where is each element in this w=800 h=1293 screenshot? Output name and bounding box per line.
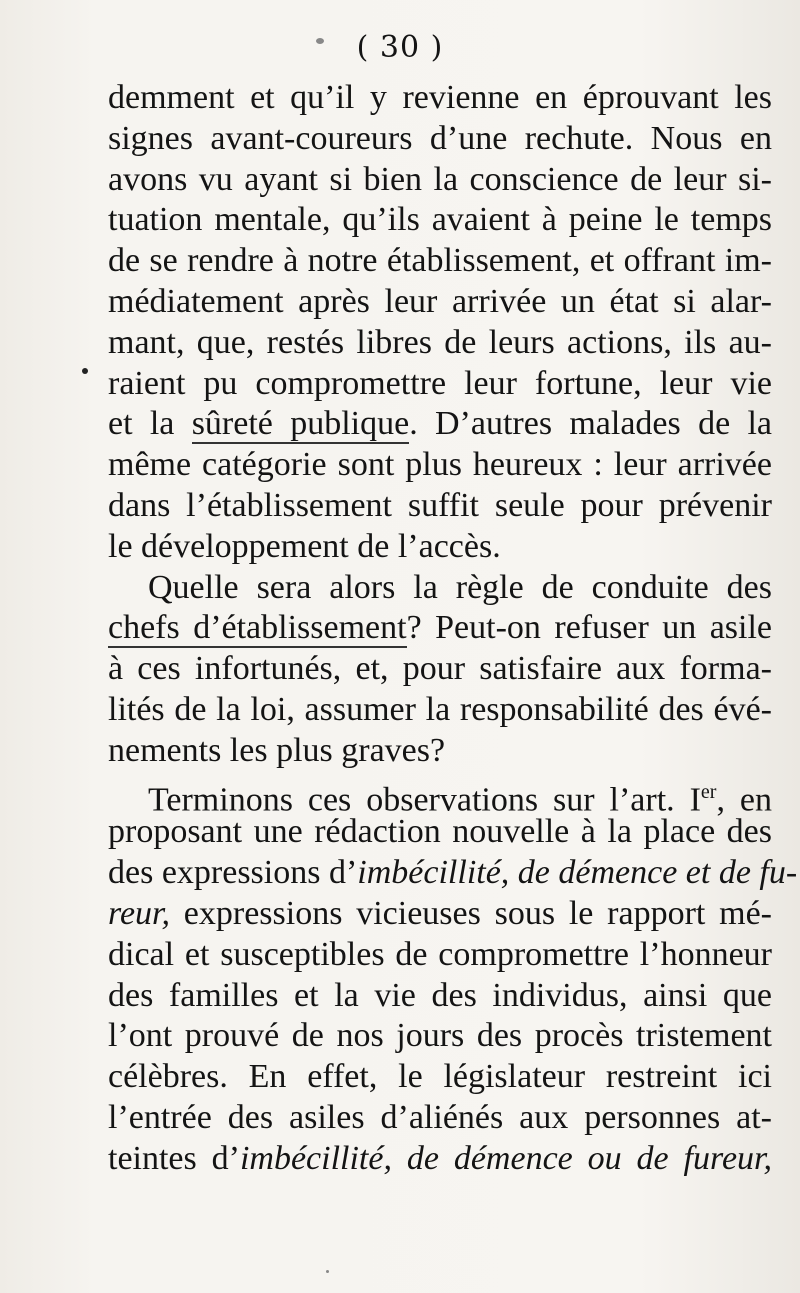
line-text: nements les plus graves?	[108, 731, 446, 769]
text-line	[108, 649, 772, 690]
line-text: dans l’établissement suffit seule pour prévenir	[108, 486, 772, 524]
text-line	[108, 445, 772, 486]
text-line	[108, 200, 772, 241]
line-text-end: expressions vicieuses sous le rapport mé-	[170, 894, 772, 932]
line-text: célèbres. En effet, le législateur restreint ici	[108, 1058, 772, 1096]
italic-phrase: imbécillité, de démence et de fu-	[357, 854, 798, 892]
text-line	[108, 690, 772, 731]
underlined-phrase: chefs d’établissement	[108, 609, 407, 647]
text-line	[108, 404, 772, 445]
text-line	[108, 1139, 772, 1180]
text-line	[108, 1098, 772, 1139]
line-text-end: ? Peut-on refuser un asile	[406, 609, 773, 647]
paragraph-start-line	[108, 568, 772, 609]
text-line	[108, 853, 798, 894]
line-text-start: des expressions d’	[108, 854, 358, 892]
line-text: dical et susceptibles de compromettre l’honneur	[108, 935, 772, 973]
text-line	[108, 1016, 772, 1057]
line-text-end: , en	[716, 780, 772, 818]
line-text: médiatement après leur arrivée un état si alar-	[108, 282, 772, 320]
line-text: à ces infortunés, et, pour satisfaire aux forma-	[108, 650, 772, 688]
text-line	[108, 527, 772, 568]
text-line	[108, 323, 772, 364]
text-line	[108, 608, 772, 649]
text-line	[108, 731, 772, 772]
text-line	[108, 935, 772, 976]
line-text: tuation mentale, qu’ils avaient à peine le temps	[108, 201, 772, 239]
line-text: l’entrée des asiles d’aliénés aux personnes at-	[108, 1098, 772, 1136]
ink-speck	[316, 38, 324, 44]
text-line	[108, 894, 772, 935]
line-text: des familles et la vie des individus, ainsi que	[108, 976, 772, 1014]
text-line	[108, 160, 772, 201]
paragraph-start-line	[108, 772, 772, 818]
text-line	[108, 486, 772, 527]
line-text-start: teintes d’	[108, 1139, 240, 1177]
text-line	[108, 976, 772, 1017]
line-text: Quelle sera alors la règle de conduite des	[148, 568, 772, 606]
ink-speck	[326, 1270, 329, 1273]
text-line	[108, 364, 772, 405]
line-text-start: Terminons ces observations sur l’art. I	[148, 780, 701, 818]
line-text: de se rendre à notre établissement, et offrant im-	[108, 242, 772, 280]
body-text	[108, 78, 798, 1180]
line-text: lités de la loi, assumer la responsabilité des évé-	[108, 690, 772, 728]
line-text: signes avant-coureurs d’une rechute. Nous en	[108, 119, 772, 157]
superscript: er	[700, 780, 717, 803]
underlined-phrase: sûreté publique	[191, 405, 410, 443]
line-text: même catégorie sont plus heureux : leur arrivée	[108, 446, 772, 484]
text-line	[108, 78, 772, 119]
text-line	[108, 1057, 772, 1098]
line-text: raient pu compromettre leur fortune, leur vie	[108, 364, 772, 402]
line-text: proposant une rédaction nouvelle à la place des	[108, 813, 772, 851]
line-text: l’ont prouvé de nos jours des procès tristement	[108, 1017, 772, 1055]
line-text-end: . D’autres malades de la	[409, 405, 773, 443]
line-text: avons vu ayant si bien la conscience de leur si-	[108, 160, 772, 198]
line-text: demment et qu’il y revienne en éprouvant les	[108, 79, 772, 116]
page-number: ( 30 )	[356, 30, 444, 65]
italic-phrase: reur,	[108, 894, 171, 932]
text-line	[108, 812, 772, 853]
line-text-start: et la	[108, 405, 192, 443]
text-line	[108, 241, 772, 282]
text-line	[108, 282, 772, 323]
text-line	[108, 119, 772, 160]
italic-phrase: imbécillité, de démence ou de fureur,	[239, 1139, 772, 1177]
line-text: mant, que, restés libres de leurs actions, ils au-	[108, 323, 772, 361]
margin-dot	[82, 368, 88, 374]
line-text: le développement de l’accès.	[108, 527, 501, 565]
